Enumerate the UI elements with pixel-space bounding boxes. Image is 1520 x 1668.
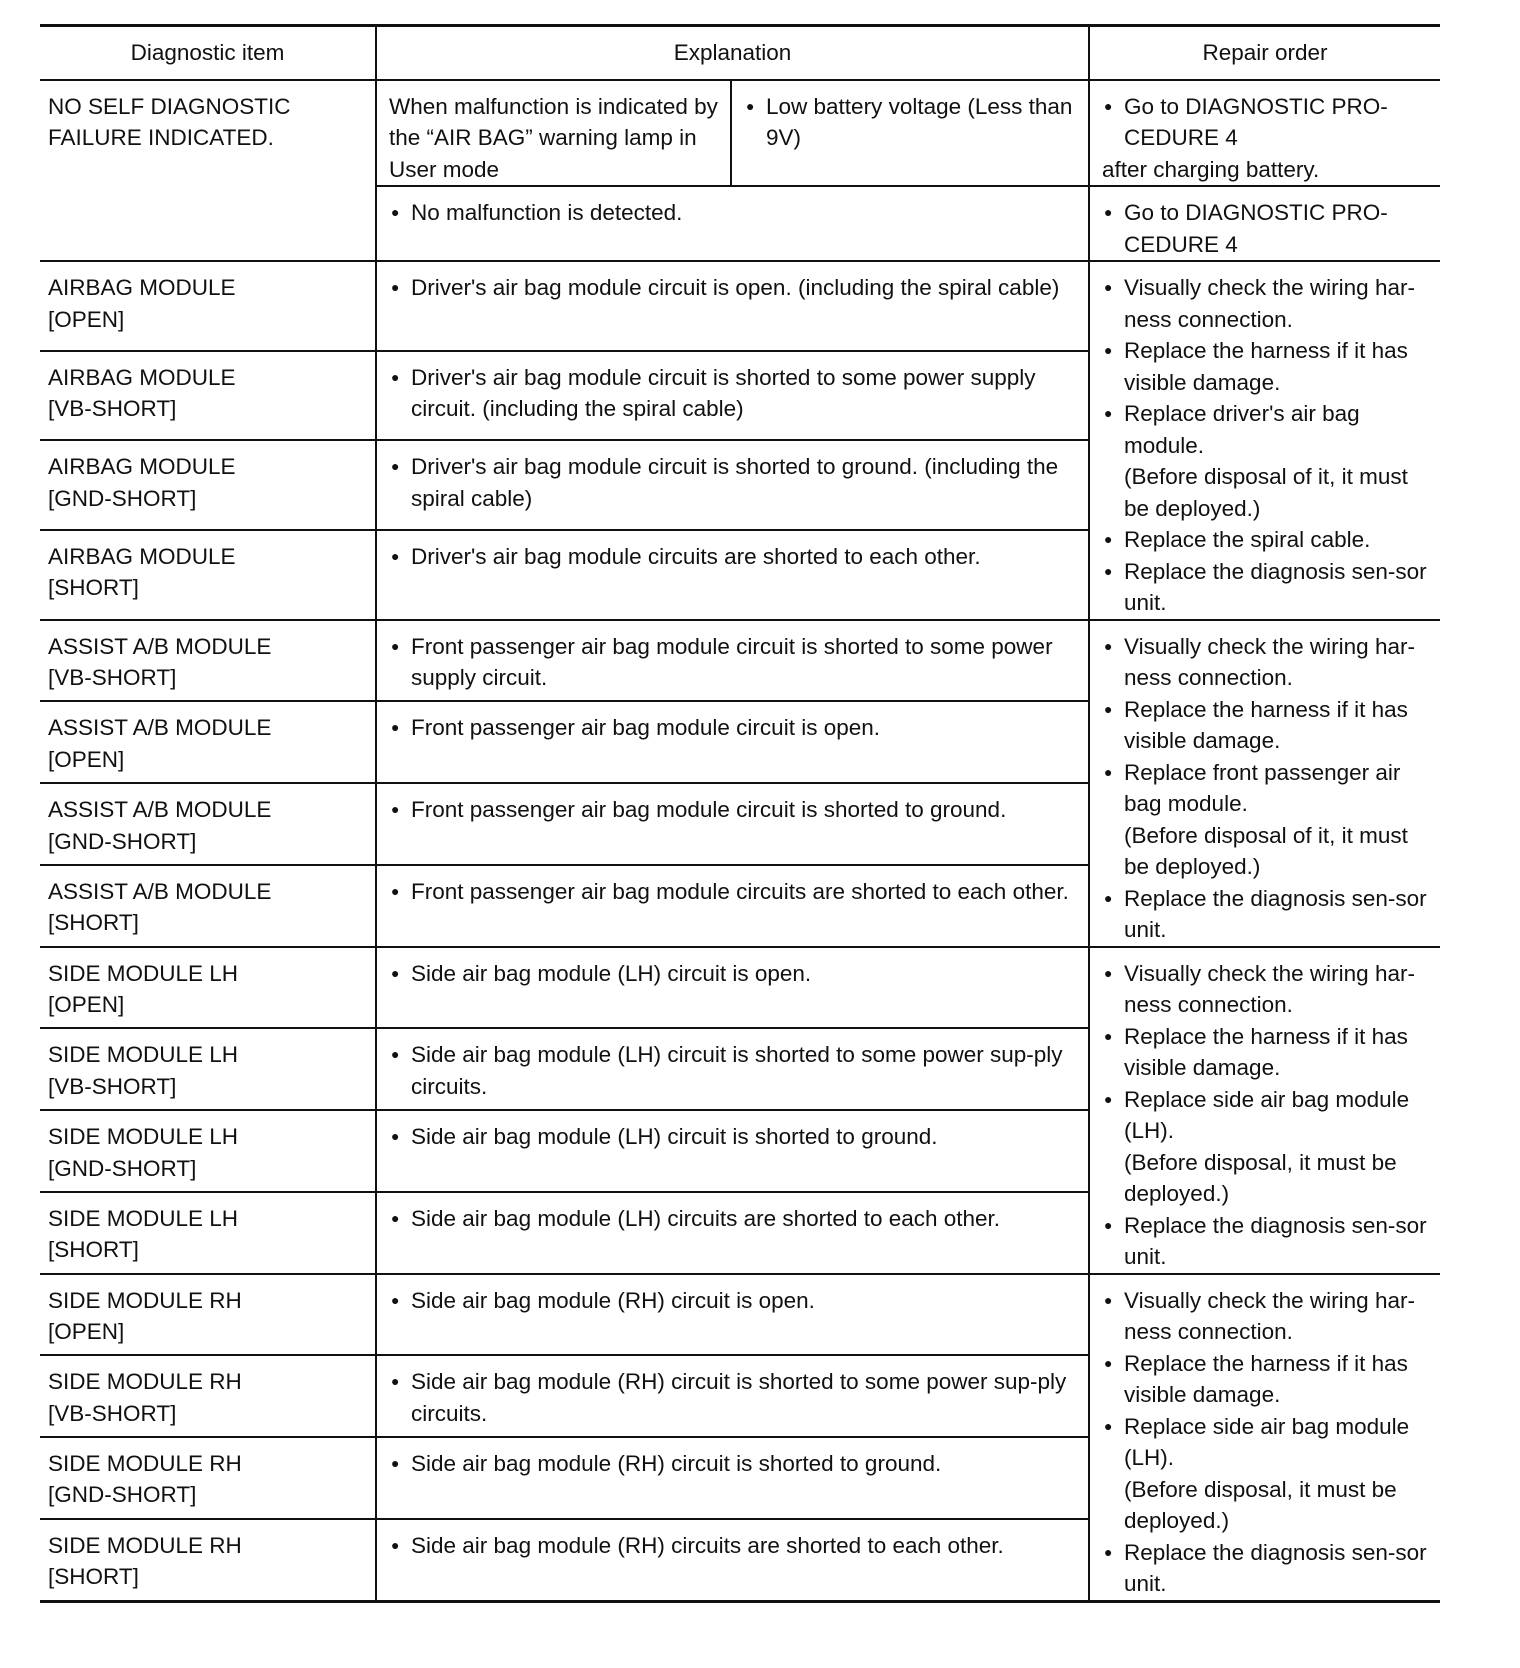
explanation-bullet: ● Side air bag module (RH) circuit is open. bbox=[389, 1285, 1076, 1317]
repair-step: ● Go to DIAGNOSTIC PRO-CEDURE 4 bbox=[1102, 197, 1428, 260]
repair-step: ● Replace the harness if it has visible damage. bbox=[1102, 335, 1428, 398]
explanation-bullet: ● Low battery voltage (Less than 9V) bbox=[744, 91, 1076, 154]
table-row bbox=[40, 261, 1440, 351]
module-name: ASSIST A/B MODULE bbox=[48, 715, 272, 741]
repair-note: after charging battery. bbox=[1102, 156, 1320, 182]
repair-step: ● Replace the harness if it has visible damage. bbox=[1102, 1021, 1428, 1084]
explanation-bullet: ● No malfunction is detected. bbox=[389, 197, 1076, 229]
fault-code: [SHORT] bbox=[48, 910, 139, 936]
repair-step: ● Visually check the wiring har-ness connection. bbox=[1102, 631, 1428, 694]
explanation-cell bbox=[376, 1355, 1089, 1437]
explanation-cell bbox=[376, 783, 1089, 865]
header-row bbox=[40, 26, 1440, 80]
fault-code: [OPEN] bbox=[48, 1319, 125, 1344]
explanation-bullet: ● Driver's air bag module circuit is shorted to ground. (including the spiral cable) bbox=[389, 451, 1076, 514]
explanation-cell bbox=[376, 530, 1089, 620]
module-name: AIRBAG MODULE bbox=[48, 275, 236, 300]
diagnostic-item-cell bbox=[40, 620, 376, 702]
explanation-cell bbox=[376, 351, 1089, 441]
repair-step: ● Replace driver's air bag module. bbox=[1102, 398, 1428, 461]
repair-step: ● Replace side air bag module (LH). bbox=[1102, 1411, 1428, 1474]
module-name: SIDE MODULE LH bbox=[48, 1042, 239, 1068]
diagnostic-item-cell bbox=[40, 1519, 376, 1601]
header-diagnostic-item: Diagnostic item bbox=[40, 26, 376, 80]
explanation-bullet: ● Side air bag module (RH) circuit is shorted to ground. bbox=[389, 1448, 1076, 1480]
module-name: SIDE MODULE LH bbox=[48, 1205, 239, 1231]
explanation-bullet: ● Driver's air bag module circuit is open. (including the spiral cable) bbox=[389, 272, 1076, 304]
repair-order-cell bbox=[1089, 261, 1440, 620]
diagnostic-item-cell bbox=[40, 1355, 376, 1437]
explanation-cell bbox=[376, 440, 1089, 530]
explanation-bullet: ● Side air bag module (LH) circuit is shorted to ground. bbox=[389, 1121, 1076, 1153]
diagnostic-item-cell bbox=[40, 1110, 376, 1192]
repair-step: ● Visually check the wiring har-ness connection. bbox=[1102, 958, 1428, 1021]
header-repair-order: Repair order bbox=[1089, 26, 1440, 80]
module-name: ASSIST A/B MODULE bbox=[48, 633, 272, 659]
repair-note: (Before disposal of it, it must be deployed.) bbox=[1124, 822, 1408, 879]
module-name: ASSIST A/B MODULE bbox=[48, 797, 272, 822]
fault-code: [OPEN] bbox=[48, 746, 125, 772]
repair-note: (Before disposal, it must be deployed.) bbox=[1124, 1476, 1397, 1533]
module-name: SIDE MODULE LH bbox=[48, 960, 239, 986]
explanation-cell bbox=[376, 1110, 1089, 1192]
fault-code: [SHORT] bbox=[48, 1564, 139, 1590]
fault-code: [GND-SHORT] bbox=[48, 1155, 197, 1181]
explanation-bullet: ● Side air bag module (LH) circuits are shorted to each other. bbox=[389, 1203, 1076, 1235]
diagnostic-item-cell bbox=[40, 1437, 376, 1519]
fault-code: [GND-SHORT] bbox=[48, 485, 197, 511]
fault-code: [OPEN] bbox=[48, 992, 125, 1017]
table-row bbox=[40, 620, 1440, 702]
fault-code: [VB-SHORT] bbox=[48, 396, 177, 422]
fault-code: [SHORT] bbox=[48, 575, 139, 601]
fault-code: [GND-SHORT] bbox=[48, 1482, 197, 1508]
explanation-bullet: ● Driver's air bag module circuits are shorted to each other. bbox=[389, 541, 1076, 573]
diagnostic-item-cell bbox=[40, 261, 376, 351]
explanation-cell bbox=[376, 947, 1089, 1029]
explanation-bullet: ● Driver's air bag module circuit is shorted to some power supply circuit. (including the spiral cable) bbox=[389, 362, 1076, 425]
diagnostic-table-page bbox=[40, 24, 1440, 1603]
fault-code: [SHORT] bbox=[48, 1237, 139, 1263]
module-name: SIDE MODULE RH bbox=[48, 1450, 242, 1476]
explanation-cause-cell bbox=[731, 80, 1089, 187]
module-name: SIDE MODULE RH bbox=[48, 1532, 242, 1558]
diagnostic-item-cell bbox=[40, 440, 376, 530]
diagnostic-item-cell bbox=[40, 530, 376, 620]
explanation-cell bbox=[376, 261, 1089, 351]
explanation-bullet: ● Side air bag module (LH) circuit is open. bbox=[389, 958, 1076, 990]
diagnostic-item-cell bbox=[40, 701, 376, 783]
repair-step: ● Replace the spiral cable. bbox=[1102, 524, 1428, 556]
explanation-bullet: ● Side air bag module (LH) circuit is shorted to some power sup-ply circuits. bbox=[389, 1039, 1076, 1102]
repair-step: ● Replace the harness if it has visible damage. bbox=[1102, 1348, 1428, 1411]
diagnostic-item-cell bbox=[40, 80, 376, 262]
module-name: SIDE MODULE RH bbox=[48, 1287, 242, 1313]
fault-code: [VB-SHORT] bbox=[48, 665, 177, 690]
repair-step: ● Replace the diagnosis sen-sor unit. bbox=[1102, 556, 1428, 619]
fault-code: [VB-SHORT] bbox=[48, 1400, 177, 1426]
diagnostic-item-line: NO SELF DIAGNOSTIC bbox=[48, 93, 291, 119]
module-name: AIRBAG MODULE bbox=[48, 364, 236, 390]
diagnostic-item-cell bbox=[40, 1274, 376, 1356]
diagnostic-table bbox=[40, 24, 1440, 1603]
diagnostic-item-cell bbox=[40, 1192, 376, 1274]
module-name: SIDE MODULE LH bbox=[48, 1124, 239, 1149]
repair-order-cell bbox=[1089, 186, 1440, 261]
explanation-cell bbox=[376, 620, 1089, 702]
repair-note: (Before disposal of it, it must be deployed.) bbox=[1124, 464, 1408, 521]
repair-order-cell bbox=[1089, 620, 1440, 947]
diagnostic-item-cell bbox=[40, 351, 376, 441]
fault-code: [VB-SHORT] bbox=[48, 1073, 177, 1099]
explanation-bullet: ● Front passenger air bag module circuit is shorted to some power supply circuit. bbox=[389, 631, 1076, 694]
diagnostic-item-cell bbox=[40, 783, 376, 865]
repair-note: (Before disposal, it must be deployed.) bbox=[1124, 1149, 1397, 1206]
table-row bbox=[40, 80, 1440, 187]
explanation-bullet: ● Front passenger air bag module circuit is open. bbox=[389, 712, 1076, 744]
diagnostic-item-line: FAILURE INDICATED. bbox=[48, 125, 274, 150]
explanation-bullet: ● Front passenger air bag module circuit is shorted to ground. bbox=[389, 794, 1076, 826]
repair-step: ● Replace the harness if it has visible damage. bbox=[1102, 694, 1428, 757]
repair-order-cell bbox=[1089, 80, 1440, 187]
repair-step: ● Replace the diagnosis sen-sor unit. bbox=[1102, 1537, 1428, 1600]
explanation-cell bbox=[376, 1192, 1089, 1274]
explanation-cell bbox=[376, 701, 1089, 783]
repair-step: ● Replace front passenger air bag module. bbox=[1102, 757, 1428, 820]
fault-code: [OPEN] bbox=[48, 306, 125, 332]
repair-step: ● Visually check the wiring har-ness connection. bbox=[1102, 1285, 1428, 1348]
explanation-cell bbox=[376, 1274, 1089, 1356]
explanation-cell bbox=[376, 1028, 1089, 1110]
diagnostic-item-cell bbox=[40, 865, 376, 947]
explanation-bullet: ● Front passenger air bag module circuits are shorted to each other. bbox=[389, 876, 1076, 908]
header-explanation: Explanation bbox=[376, 26, 1089, 80]
module-name: AIRBAG MODULE bbox=[48, 454, 236, 480]
explanation-bullet: ● Side air bag module (RH) circuit is shorted to some power sup-ply circuits. bbox=[389, 1366, 1076, 1429]
module-name: AIRBAG MODULE bbox=[48, 543, 236, 569]
table-row bbox=[40, 1274, 1440, 1356]
repair-step: ● Go to DIAGNOSTIC PRO-CEDURE 4 bbox=[1102, 91, 1428, 154]
repair-step: ● Visually check the wiring har-ness connection. bbox=[1102, 272, 1428, 335]
repair-step: ● Replace the diagnosis sen-sor unit. bbox=[1102, 883, 1428, 946]
table-row bbox=[40, 947, 1440, 1029]
explanation-bullet: ● Side air bag module (RH) circuits are shorted to each other. bbox=[389, 1530, 1076, 1562]
explanation-condition-cell: When malfunction is indicated by the “AIR BAG” warning lamp in User mode bbox=[376, 80, 731, 187]
explanation-cell bbox=[376, 186, 1089, 261]
repair-step: ● Replace side air bag module (LH). bbox=[1102, 1084, 1428, 1147]
explanation-cell bbox=[376, 1519, 1089, 1601]
diagnostic-item-cell bbox=[40, 1028, 376, 1110]
fault-code: [GND-SHORT] bbox=[48, 828, 197, 854]
explanation-cell bbox=[376, 865, 1089, 947]
explanation-cell bbox=[376, 1437, 1089, 1519]
module-name: ASSIST A/B MODULE bbox=[48, 878, 272, 904]
repair-order-cell bbox=[1089, 1274, 1440, 1602]
repair-step: ● Replace the diagnosis sen-sor unit. bbox=[1102, 1210, 1428, 1273]
repair-order-cell bbox=[1089, 947, 1440, 1274]
diagnostic-item-cell bbox=[40, 947, 376, 1029]
module-name: SIDE MODULE RH bbox=[48, 1369, 242, 1395]
